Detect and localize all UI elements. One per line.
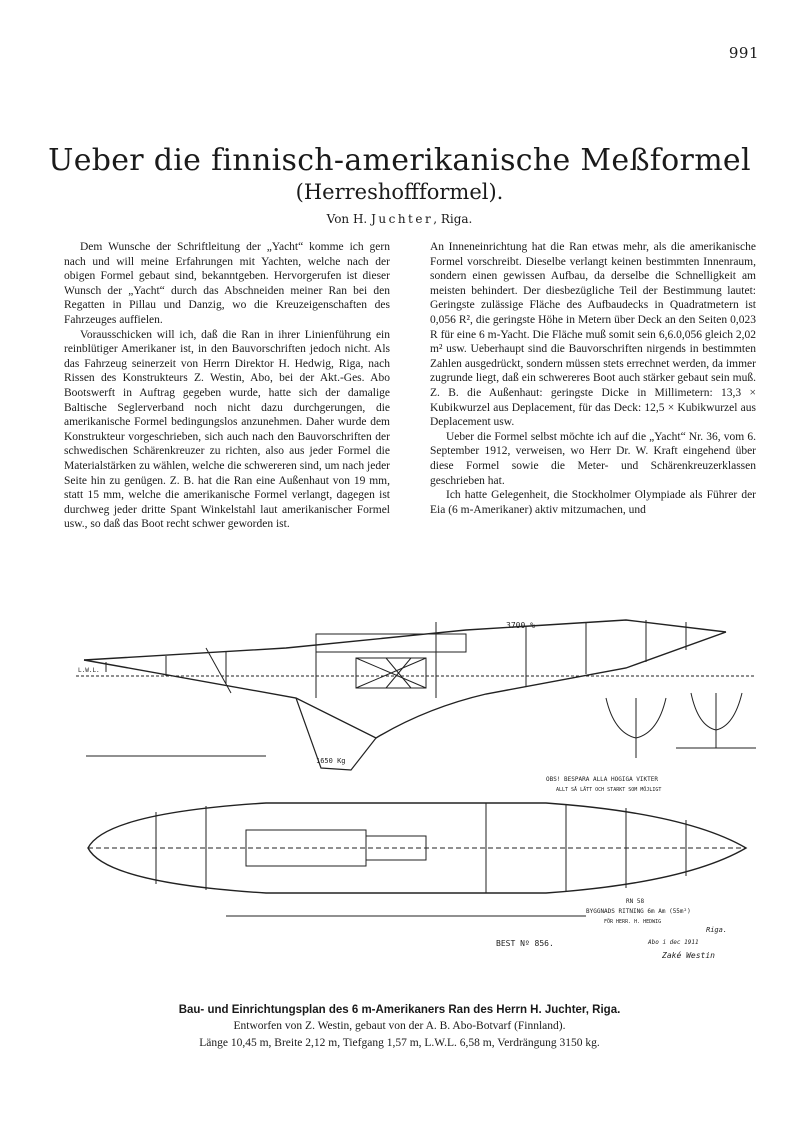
paragraph: Ueber die Formel selbst möchte ich auf die „Yacht“ Nr. 36, vom 6. September 1912, verweisen, wo Herr Dr. W. Kraft eingehend über diese Formel sowie die Meter- und Schärenkreuzerklassen geschrieben hat. (430, 430, 756, 487)
figure-caption-dimensions: Länge 10,45 m, Breite 2,12 m, Tiefgang 1,57 m, L.W.L. 6,58 m, Verdrängung 3150 kg. (199, 1037, 600, 1049)
paragraph: Dem Wunsche der Schriftleitung der „Yacht“ komme ich gern nach und will meine Erfahrungen mit Yachten, welche nach der obigen Formel gebaut sind, bekanntgeben. Hervorgerufen ist dieser Wunsch der „Yacht“ durch das Abschneiden meiner Ran bei den Regatten in Pillau und Danzig, wo die Kreuzeigenschaften des Fahrzeuges auffielen. (64, 241, 390, 326)
displacement-label: 1650 Kg (316, 757, 346, 765)
place-label: Riga. (706, 926, 728, 934)
yacht-construction-drawing (66, 598, 766, 970)
designer-signature: Zaké Westin (662, 951, 715, 960)
left-text-column (64, 240, 390, 532)
lwl-label: L.W.L. (78, 667, 100, 674)
byline-prefix: Von H. (326, 212, 372, 226)
paragraph: Ich hatte Gelegenheit, die Stockholmer Olympiade als Führer der Eia (6 m-Amerikaner) aktiv mitzumachen, und (430, 489, 756, 516)
length-label: 3700 % (506, 621, 535, 630)
registration-label: RN 58 (626, 898, 645, 905)
deck-plan-view (88, 803, 746, 916)
byline (0, 212, 799, 226)
figure-caption-title: Bau- und Einrichtungsplan des 6 m-Amerikaners Ran des Herrn H. Juchter, Riga. (178, 1004, 621, 1016)
note-line-1: OBS! BESPARA ALLA HOGIGA VIKTER (546, 776, 658, 783)
side-profile-view (76, 620, 756, 770)
right-text-column (430, 240, 756, 517)
paragraph: Vorausschicken will ich, daß die Ran in ihrer Linienführung ein reinblütiger Amerikaner ist, in den Bauvorschriften jedoch nicht. Als das Fahrzeug seinerzeit von Herrn Direktor H. Hedwig, Riga, nach Rissen des Konstrukteurs Z. Westin, Abo, bei der Akt.-Ges. Abo Bootswerft in Auftrag gegeben wurde, hatte sich der damalige Baltische Seglerverband noch nicht dazu durchgerungen, die amerikanische Formel bedingungslos anzunehmen. Daher wurde dem Konstrukteur vorgeschrieben, sich auch nach den Bauvorschriften der schwedischen Schärenkreuzer zu richten, also aus jeder Formel die Materialstärken zu wählen, welche die schwereren sind, um nach jeder Seite hin zu genügen. Z. B. hat die Ran eine Außenhaut von 19 mm, statt 15 mm, welche die amerikanische Formel verlangt, dagegen ist durchweg jeder dritte Spant Winkelstahl laut amerikanischer Formel usw., so daß das Boot recht schwer geworden ist. (64, 328, 390, 531)
author-name: Juchter (371, 212, 434, 226)
owner-label: FÖR HERR. H. HEDWIG (604, 919, 662, 925)
drawing-title: BYGGNADS RITNING 6m Am (55m²) (586, 908, 691, 915)
figure-caption-designer: Entworfen von Z. Westin, gebaut von der A. B. Abo-Botvarf (Finnland). (233, 1020, 566, 1032)
date-label: Abo i dec 1911 (648, 939, 699, 946)
hull-sections (606, 693, 756, 758)
stamp-number: BEST Nº 856. (496, 939, 554, 948)
note-line-2: ALLT SÅ LÄTT OCH STARKT SOM MÖJLIGT (556, 787, 662, 793)
article-subtitle: (Herreshoffformel). (295, 180, 504, 204)
article-title: Ueber die finnisch-amerikanische Meßformel (48, 143, 751, 178)
page-number: 991 (728, 44, 759, 62)
byline-suffix: , Riga. (433, 212, 473, 226)
paragraph: An Inneneinrichtung hat die Ran etwas mehr, als die amerikanische Formel vorschreibt. Dieselbe verlangt keinen bestimmten Innenraum, sondern einen gewissen Aufbau, da derselbe die Schnelligkeit am meisten behindert. Der diesbezügliche Teil der Bestimmung lautet: Geringste zulässige Fläche des Aufbaudecks in Quadratmetern ist 0,056 R², die geringste Höhe in Metern über Deck an den Seiten 0,023 R für eine 6 m-Yacht. Die Fläche muß somit sein 6,6.0,056 gleich 2,02 m² usw. Ueberhaupt sind die Bauvorschriften nirgends in bestimmten Zahlen ausgedrückt, sondern müssen stets errechnet werden, da immer zugrunde liegt, daß ein schwereres Boot auch stärker gebaut sein muß. Z. B. die Außenhaut: geringste Dicke in Millimetern: 13,3 × Kubikwurzel aus Deplacement, für das Deck: 12,5 × Kubikwurzel aus Deplacement usw. (430, 241, 756, 429)
